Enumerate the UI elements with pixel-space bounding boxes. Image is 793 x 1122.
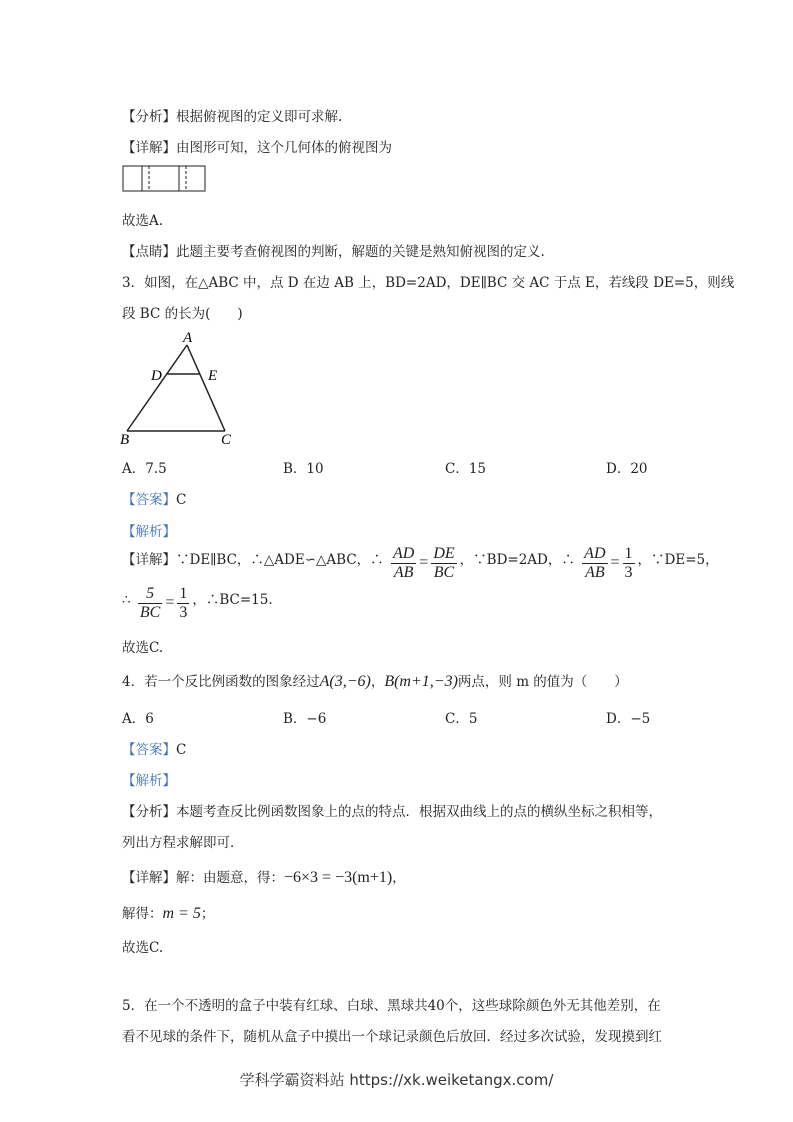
q4-analysis-line2: 列出方程求解即可．	[122, 835, 244, 851]
label-b: B	[120, 432, 130, 448]
q4-option-c: C．5	[445, 711, 478, 727]
detail-tag: 【详解】	[122, 140, 176, 156]
top-view-figure	[122, 165, 206, 193]
q5-line1: 5．在一个不透明的盒子中装有红球、白球、黑球共40个，这些球除颜色外无其他差别，在	[122, 998, 661, 1014]
q3-detail-line1: 【详解】∵DE∥BC，∴△ADE∽△ABC，∴ $\frac{AD}{AB}$ = $\frac{DE}{BC}$ ，∵BD=2AD，∴ $\frac{AD}{AB}$ = $\frac{1}{3}$ ，∵DE=5，	[122, 545, 719, 581]
q4-stem: 4．若一个反比例函数的图象经过A(3,−6)，B(m+1,−3)两点，则 m 的值为（ ）	[122, 673, 628, 690]
q3-stem-line1: 3．如图，在△ABC 中，点 D 在边 AB 上，BD=2AD，DE∥BC 交 AC 于点 E，若线段 DE=5，则线	[122, 275, 735, 291]
label-a: A	[183, 330, 193, 346]
q3-choose: 故选C.	[122, 640, 164, 656]
label-d: D	[151, 368, 162, 384]
q4-jiexi-tag: 【解析】	[122, 773, 176, 789]
label-c: C	[221, 432, 232, 448]
fraction-ad-ab-2: $\frac{AD}{AB}$	[584, 545, 606, 581]
q4-solve: 解得：m = 5；	[122, 905, 215, 922]
q3-option-a: A．7.5	[122, 461, 167, 477]
q3-answer	[122, 488, 186, 508]
footer-watermark: 学科学霸资料站 https://xk.weiketangx.com/	[239, 1071, 554, 1089]
label-e: E	[208, 368, 218, 384]
point-b: B(m+1,−3)	[384, 673, 458, 690]
q5-line2: 看不见球的条件下，随机从盒子中摸出一个球记录颜色后放回．经过多次试验，发现摸到红	[122, 1029, 662, 1045]
comment-tag: 【点睛】	[122, 244, 176, 260]
q2-detail: 【详解】由图形可知，这个几何体的俯视图为	[122, 140, 392, 156]
q4-detail: 【详解】解：由题意，得：−6×3 = −3(m+1)，	[122, 869, 406, 886]
q2-analysis: 【分析】根据俯视图的定义即可求解.	[122, 109, 343, 125]
q4-option-d: D．−5	[606, 711, 651, 727]
triangle-figure	[115, 328, 245, 448]
answer-tag: 【答案】	[122, 492, 176, 508]
q3-jiexi-tag: 【解析】	[122, 524, 176, 540]
fraction-de-bc: $\frac{DE}{BC}$	[433, 545, 455, 581]
q3-detail-line2: ∴ $\frac{5}{BC}$ = $\frac{1}{3}$ ，∴BC=15.	[122, 585, 273, 621]
fraction-5-bc: $\frac{5}{BC}$	[139, 585, 161, 621]
analysis-tag: 【分析】	[122, 109, 176, 125]
q3-option-b: B．10	[283, 461, 324, 477]
fraction-ad-ab: $\frac{AD}{AB}$	[392, 545, 415, 581]
q3-stem-line2: 段 BC 的长为( )	[122, 306, 243, 322]
q3-option-c: C．15	[445, 461, 487, 477]
fraction-one-third: $\frac{1}{3}$	[624, 545, 633, 581]
q4-answer: 【答案】C	[122, 742, 187, 758]
q4-option-a: A．6	[122, 711, 154, 727]
q2-comment: 【点睛】此题主要考查俯视图的判断，解题的关键是熟知俯视图的定义.	[122, 244, 545, 260]
q2-choose: 故选A.	[122, 213, 164, 229]
answer-value: C	[176, 492, 187, 508]
q4-option-b: B．−6	[283, 711, 327, 727]
fraction-one-third-2: $\frac{1}{3}$	[179, 585, 188, 621]
q3-option-d: D．20	[606, 461, 648, 477]
q4-choose: 故选C.	[122, 940, 164, 956]
point-a: A(3,−6)	[319, 673, 371, 690]
q4-analysis-line1: 【分析】本题考查反比例函数图象上的点的特点．根据双曲线上的点的横纵坐标之积相等，	[122, 804, 662, 820]
